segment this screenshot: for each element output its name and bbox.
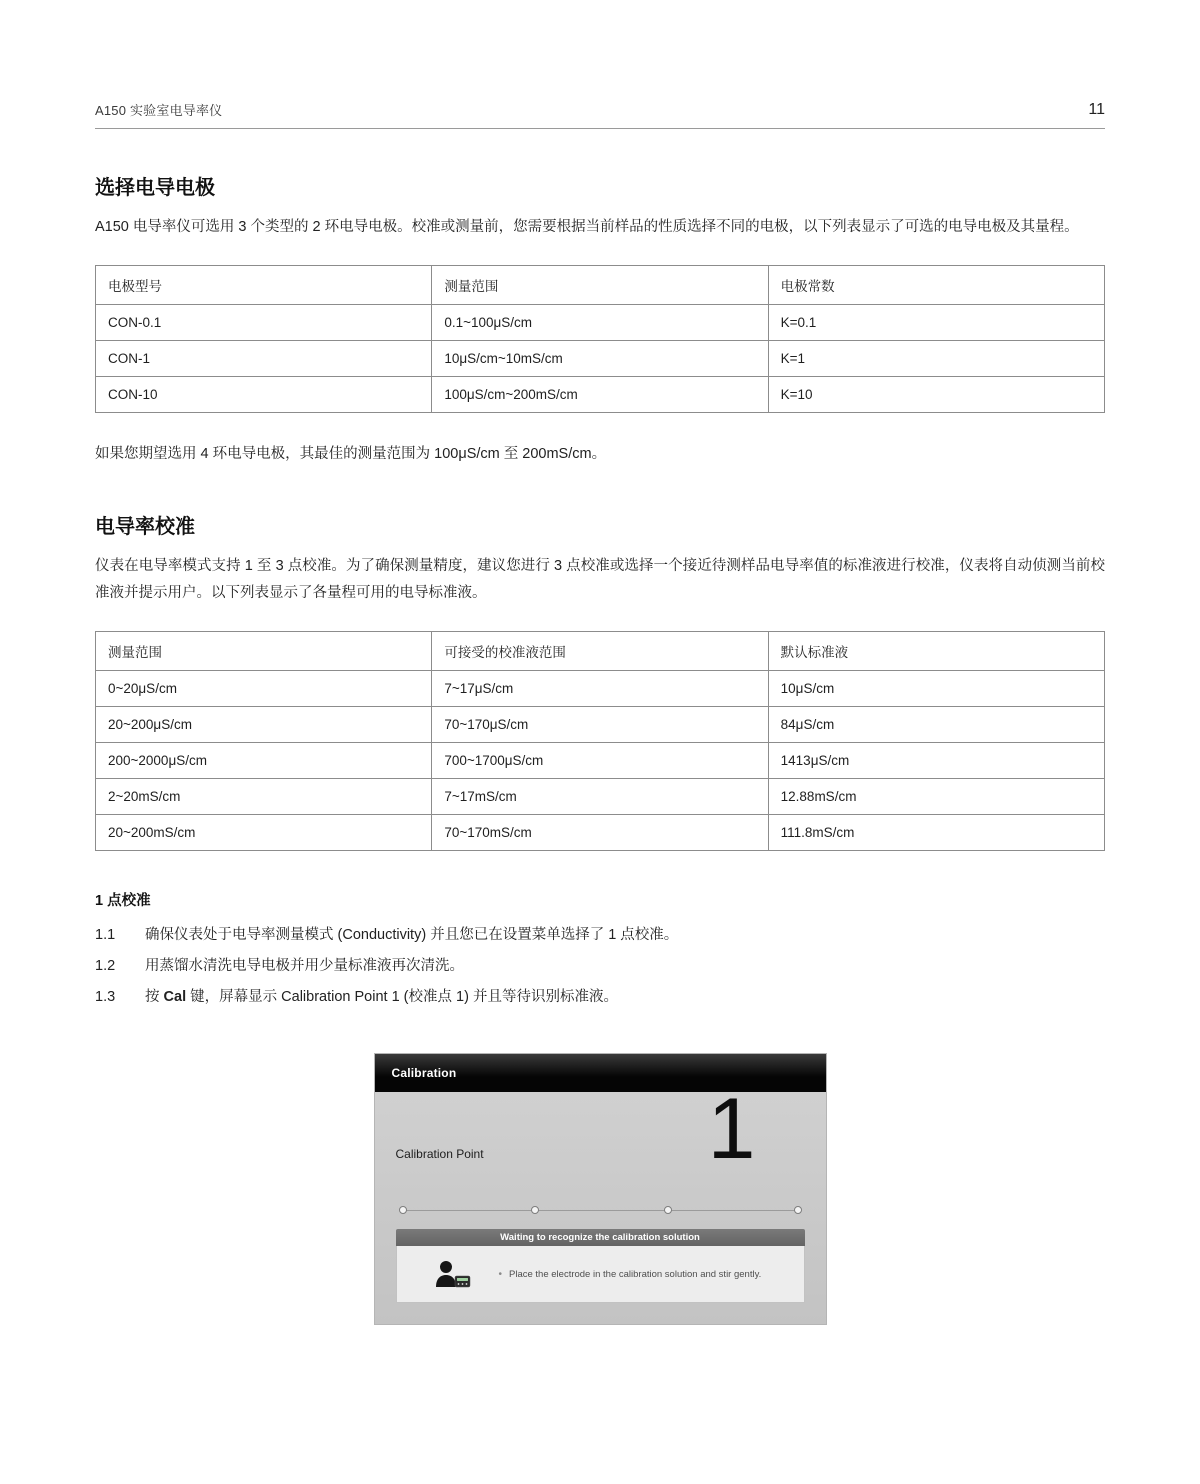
progress-dot-2 [531, 1206, 539, 1214]
cell-range: 10μS/cm~10mS/cm [432, 341, 768, 377]
electrode-note: 如果您期望选用 4 环电导电极，其最佳的测量范围为 100μS/cm 至 200mS/cm。 [95, 446, 607, 462]
table-row [96, 743, 1105, 779]
person-with-meter-icon [433, 1259, 475, 1289]
step-text-pre: 按 [145, 989, 164, 1005]
cell-accepted: 7~17mS/cm [432, 779, 768, 815]
column-header: 测量范围 [432, 266, 768, 305]
step-text: 用蒸馏水清洗电导电极并用少量标准液再次清洗。 [145, 958, 464, 974]
table-row [96, 305, 1105, 341]
column-header: 电极常数 [768, 266, 1104, 305]
table-row [96, 779, 1105, 815]
calibration-point-label: Calibration Point [395, 1147, 484, 1161]
step-number: 1.1 [95, 927, 116, 943]
cell-range: 20~200μS/cm [96, 707, 432, 743]
cell-model: CON-0.1 [96, 305, 432, 341]
running-header [95, 0, 1105, 129]
progress-dot-4 [794, 1206, 802, 1214]
cell-default: 84μS/cm [768, 707, 1104, 743]
step-text [145, 986, 618, 1008]
device-screenshot [375, 1054, 826, 1324]
table-row [96, 707, 1105, 743]
cell-range: 200~2000μS/cm [96, 743, 432, 779]
status-bar: Waiting to recognize the calibration solution [396, 1229, 805, 1246]
cell-range: 20~200mS/cm [96, 815, 432, 851]
procedure-step [95, 986, 1105, 1008]
cell-range: 0~20μS/cm [96, 671, 432, 707]
standard-solution-table [95, 631, 1105, 851]
table-row [96, 815, 1105, 851]
instruction-panel [396, 1246, 805, 1303]
cell-accepted: 700~1700μS/cm [432, 743, 768, 779]
instruction-text: Place the electrode in the calibration solution and stir gently. [509, 1268, 762, 1280]
calibration-point-number: 1 [707, 1081, 756, 1177]
cell-accepted: 70~170μS/cm [432, 707, 768, 743]
cell-model: CON-10 [96, 377, 432, 413]
cell-accepted: 7~17μS/cm [432, 671, 768, 707]
cell-default: 10μS/cm [768, 671, 1104, 707]
cell-model: CON-1 [96, 341, 432, 377]
calibration-intro-paragraph: 仪表在电导率模式支持 1 至 3 点校准。为了确保测量精度，建议您进行 3 点校准或选择一个接近待测样品电导率值的标准液进行校准，仪表将自动侦测当前校准液并提示用户。以下列表显示了各量程可用的电导标准液。 [95, 558, 1105, 601]
table-row [96, 377, 1105, 413]
section-heading-calibration: 电导率校准 [95, 516, 195, 538]
column-header: 电极型号 [96, 266, 432, 305]
page-number: 11 [1088, 101, 1105, 118]
table-header-row [96, 266, 1105, 305]
screen-title-bar [375, 1054, 826, 1092]
step-number: 1.2 [95, 958, 116, 974]
doc-title: A150 实验室电导率仪 [95, 103, 223, 118]
procedure-heading: 1 点校准 [95, 893, 151, 909]
cell-default: 111.8mS/cm [768, 815, 1104, 851]
column-header: 默认标准液 [768, 632, 1104, 671]
progress-dot-1 [399, 1206, 407, 1214]
procedure-step [95, 924, 1105, 946]
progress-line [402, 1210, 799, 1211]
table-header-row [96, 632, 1105, 671]
bullet-icon: • [498, 1268, 503, 1280]
column-header: 可接受的校准液范围 [432, 632, 768, 671]
calibration-progress-track [399, 1206, 802, 1214]
cal-key-label: Cal [163, 989, 187, 1005]
cell-constant: K=0.1 [768, 305, 1104, 341]
cell-default: 1413μS/cm [768, 743, 1104, 779]
step-text-post: 键，屏幕显示 Calibration Point 1 (校准点 1) 并且等待识别标准液。 [186, 989, 618, 1005]
table-row [96, 671, 1105, 707]
cell-range: 2~20mS/cm [96, 779, 432, 815]
cell-range: 100μS/cm~200mS/cm [432, 377, 768, 413]
cell-constant: K=10 [768, 377, 1104, 413]
procedure-step [95, 955, 1105, 977]
screen-title: Calibration [391, 1066, 457, 1080]
electrode-table [95, 265, 1105, 413]
column-header: 测量范围 [96, 632, 432, 671]
table-row [96, 341, 1105, 377]
step-text: 确保仪表处于电导率测量模式 (Conductivity) 并且您已在设置菜单选择了 1 点校准。 [145, 927, 679, 943]
cell-range: 0.1~100μS/cm [432, 305, 768, 341]
cell-constant: K=1 [768, 341, 1104, 377]
progress-dot-3 [664, 1206, 672, 1214]
cell-default: 12.88mS/cm [768, 779, 1104, 815]
electrode-intro-paragraph: A150 电导率仪可选用 3 个类型的 2 环电导电极。校准或测量前，您需要根据当前样品的性质选择不同的电极，以下列表显示了可选的电导电极及其量程。 [95, 219, 1079, 235]
cell-accepted: 70~170mS/cm [432, 815, 768, 851]
step-number: 1.3 [95, 989, 116, 1005]
section-heading-electrode: 选择电导电极 [95, 177, 215, 199]
